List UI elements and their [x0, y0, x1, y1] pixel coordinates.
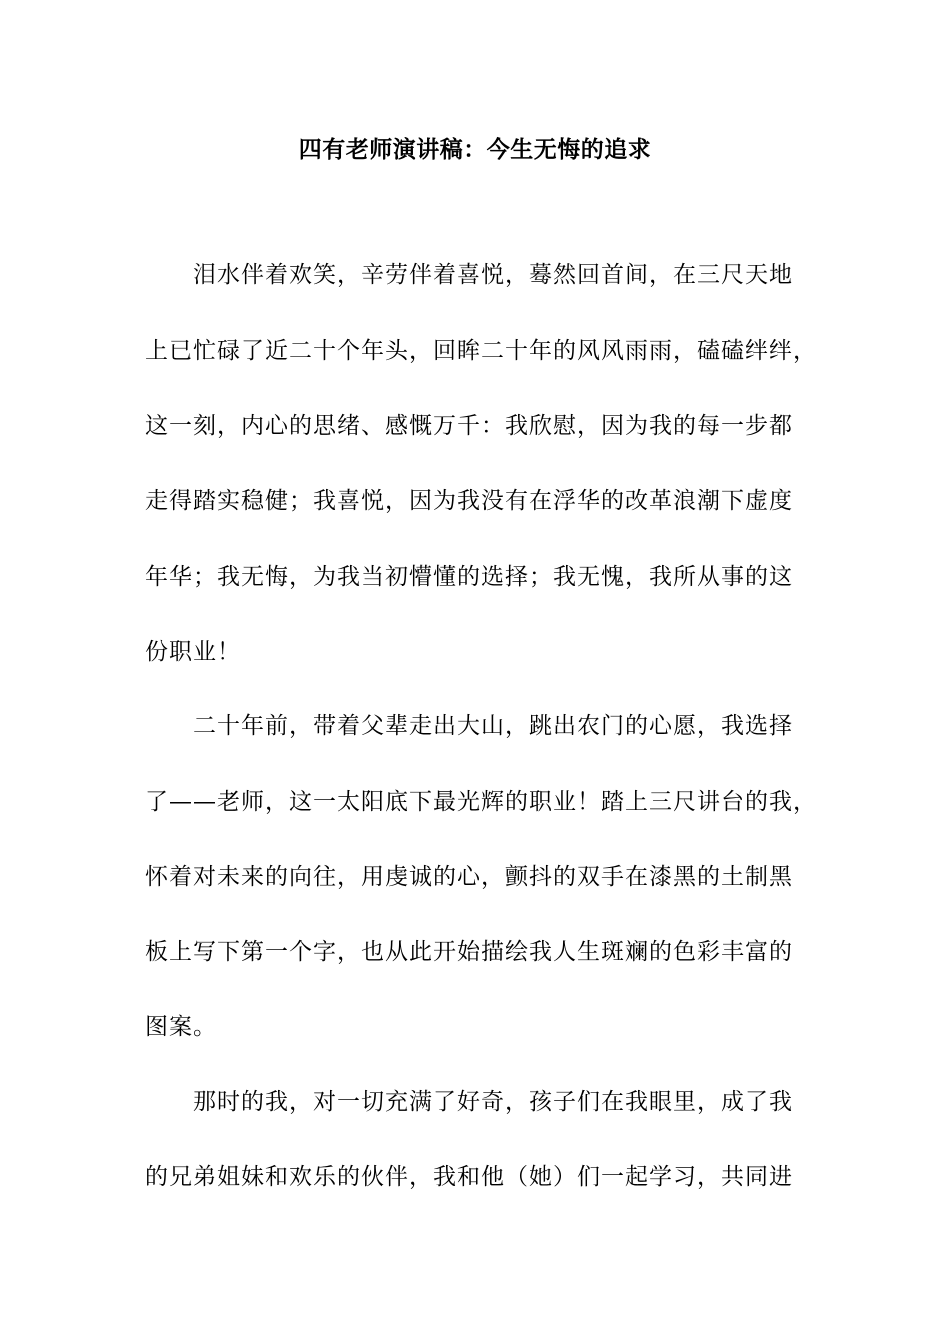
document-title: 四有老师演讲稿：今生无悔的追求 [298, 136, 652, 163]
paragraph-line: 那时的我，对一切充满了好奇，孩子们在我眼里，成了我 [193, 1089, 793, 1115]
paragraph-line: 怀着对未来的向往，用虔诚的心，颤抖的双手在漆黑的土制黑 [145, 864, 793, 890]
paragraph-line: 上已忙碌了近二十个年头，回眸二十年的风风雨雨，磕磕绊绊， [145, 338, 817, 364]
paragraph-line: 板上写下第一个字，也从此开始描绘我人生斑斓的色彩丰富的 [145, 939, 793, 965]
paragraph-line: 走得踏实稳健；我喜悦，因为我没有在浮华的改革浪潮下虚度 [145, 488, 793, 514]
paragraph-line: 了——老师，这一太阳底下最光辉的职业！踏上三尺讲台的我， [145, 789, 817, 815]
paragraph-line: 份职业！ [145, 639, 241, 665]
paragraph-line: 图案。 [145, 1014, 217, 1040]
paragraph-line: 泪水伴着欢笑，辛劳伴着喜悦，蓦然回首间，在三尺天地 [193, 262, 793, 288]
paragraph-line: 的兄弟姐妹和欢乐的伙伴，我和他（她）们一起学习，共同进 [145, 1164, 793, 1190]
paragraph-line: 这一刻，内心的思绪、感慨万千：我欣慰，因为我的每一步都 [145, 413, 793, 439]
paragraph-line: 二十年前，带着父辈走出大山，跳出农门的心愿，我选择 [193, 713, 793, 739]
paragraph-line: 年华；我无悔，为我当初懵懂的选择；我无愧，我所从事的这 [145, 564, 793, 590]
